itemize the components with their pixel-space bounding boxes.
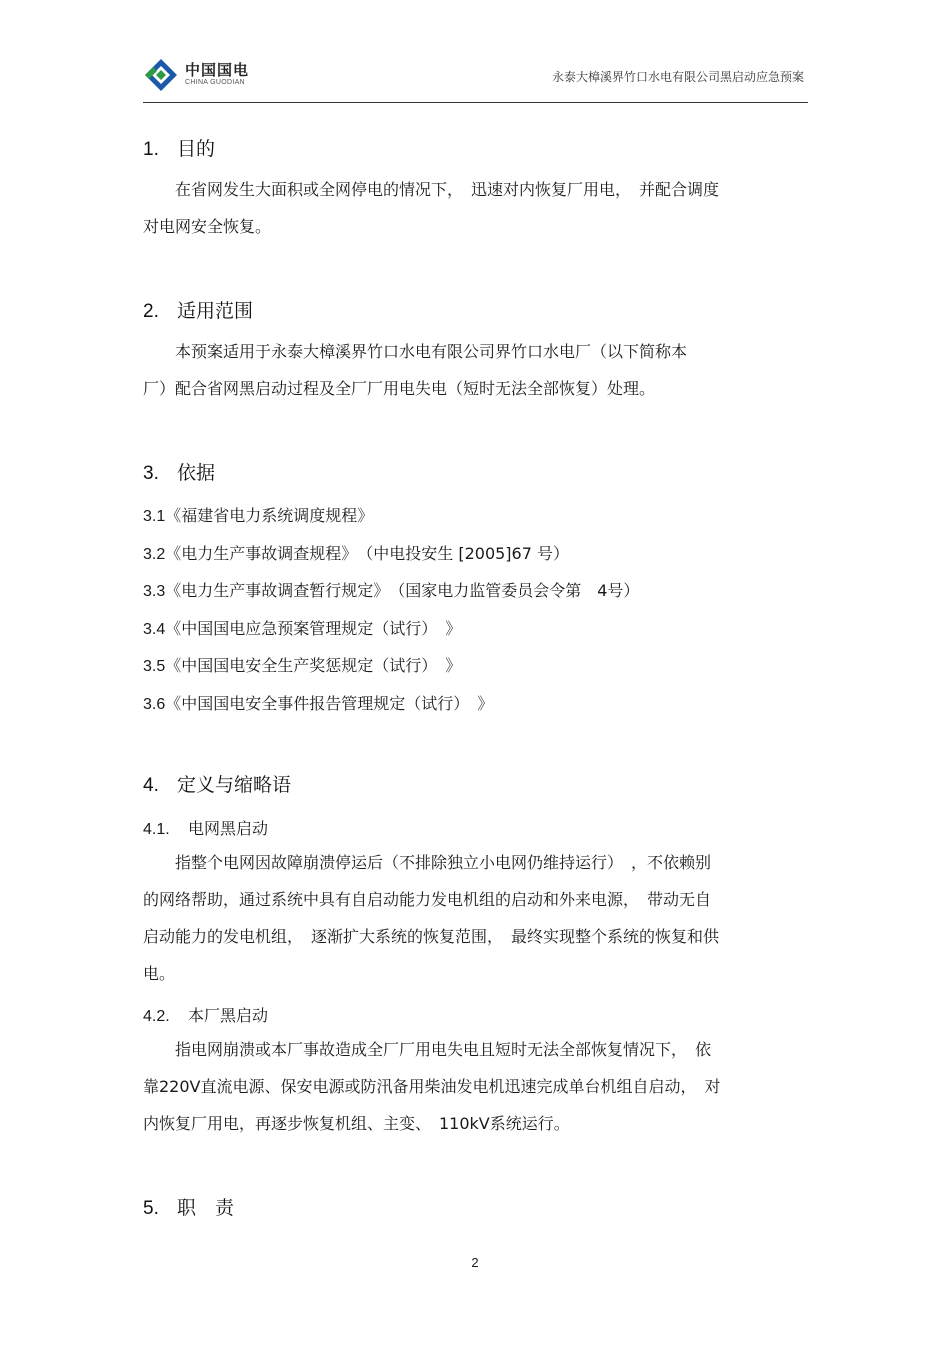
paragraph-line: 启动能力的发电机组， 逐渐扩大系统的恢复范围， 最终实现整个系统的恢复和供 [143, 927, 720, 946]
section-heading-4 [143, 770, 291, 797]
paragraph-line: 内恢复厂用电，再逐步恢复机组、主变、 110kV系统运行。 [143, 1114, 570, 1133]
paragraph-line: 本预案适用于永泰大樟溪界竹口水电有限公司界竹口水电厂（以下简称本 [143, 342, 688, 361]
reference-text: 《福建省电力系统调度规程》 [165, 506, 374, 525]
subsection-heading-4-1 [143, 816, 268, 839]
subsection-heading-4-2 [143, 1003, 268, 1026]
section-number: 1. [143, 139, 159, 160]
reference-item [143, 691, 493, 714]
reference-item [143, 616, 461, 639]
logo-text-cn: 中国国电 [185, 61, 250, 79]
section-1-paragraph [143, 171, 808, 245]
reference-number: 3.4 [143, 621, 166, 638]
paragraph-line: 在省网发生大面积或全网停电的情况下， 迅速对内恢复厂用电， 并配合调度 [143, 180, 720, 199]
subsection-title: 电网黑启动 [188, 819, 269, 838]
paragraph-line: 对电网安全恢复。 [143, 217, 272, 236]
section-heading-5 [143, 1193, 234, 1220]
reference-text: 《电力生产事故调查规程》 （中电投安生 [2005]67 号） [165, 544, 569, 563]
logo-mark-icon [143, 57, 179, 93]
paragraph-line: 靠220V直流电源、保安电源或防汛备用柴油发电机迅速完成单台机组自启动， 对 [143, 1077, 721, 1096]
section-title: 适用范围 [177, 300, 254, 322]
reference-number: 3.1 [143, 508, 166, 525]
reference-number: 3.5 [143, 658, 166, 675]
subsection-4-2-paragraph [143, 1031, 808, 1142]
reference-number: 3.2 [143, 546, 166, 563]
paragraph-line: 指整个电网因故障崩溃停运后（不排除独立小电网仍维持运行） ，不依赖别 [143, 853, 712, 872]
section-title: 定义与缩略语 [177, 774, 292, 796]
section-number: 4. [143, 775, 159, 796]
section-number: 3. [143, 463, 159, 484]
section-title: 依据 [177, 462, 216, 484]
logo-text-en: CHINA GUODIAN [185, 79, 245, 86]
reference-item [143, 541, 569, 564]
subsection-title: 本厂黑启动 [188, 1006, 269, 1025]
reference-number: 3.3 [143, 583, 166, 600]
section-2-paragraph [143, 333, 808, 407]
subsection-number: 4.1. [143, 821, 170, 838]
section-number: 5. [143, 1198, 159, 1219]
reference-item [143, 653, 461, 676]
subsection-number: 4.2. [143, 1008, 170, 1025]
reference-number: 3.6 [143, 696, 166, 713]
page-header [143, 55, 808, 103]
paragraph-line: 的网络帮助，通过系统中具有自启动能力发电机组的启动和外来电源， 带动无自 [143, 890, 712, 909]
reference-text: 《中国国电应急预案管理规定（试行） 》 [165, 619, 462, 638]
section-heading-3 [143, 458, 215, 485]
section-title: 目的 [177, 138, 216, 160]
section-heading-2 [143, 296, 253, 323]
reference-text: 《中国国电安全事件报告管理规定（试行） 》 [165, 694, 494, 713]
reference-item [143, 578, 639, 601]
reference-text: 《电力生产事故调查暂行规定》 （国家电力监管委员会令第 4号） [165, 581, 640, 600]
document-title: 永泰大樟溪界竹口水电有限公司黑启动应急预案 [551, 70, 804, 84]
reference-text: 《中国国电安全生产奖惩规定（试行） 》 [165, 656, 462, 675]
section-title: 职 责 [177, 1197, 235, 1219]
page-number: 2 [471, 1255, 479, 1270]
section-number: 2. [143, 301, 159, 322]
subsection-4-1-paragraph [143, 844, 808, 992]
paragraph-line: 厂）配合省网黑启动过程及全厂厂用电失电（短时无法全部恢复）处理。 [143, 379, 656, 398]
company-logo [143, 55, 263, 95]
section-heading-1 [143, 134, 215, 161]
header-divider [143, 102, 808, 103]
reference-item [143, 503, 373, 526]
paragraph-line: 指电网崩溃或本厂事故造成全厂厂用电失电且短时无法全部恢复情况下， 依 [143, 1040, 712, 1059]
paragraph-line: 电。 [143, 964, 176, 983]
